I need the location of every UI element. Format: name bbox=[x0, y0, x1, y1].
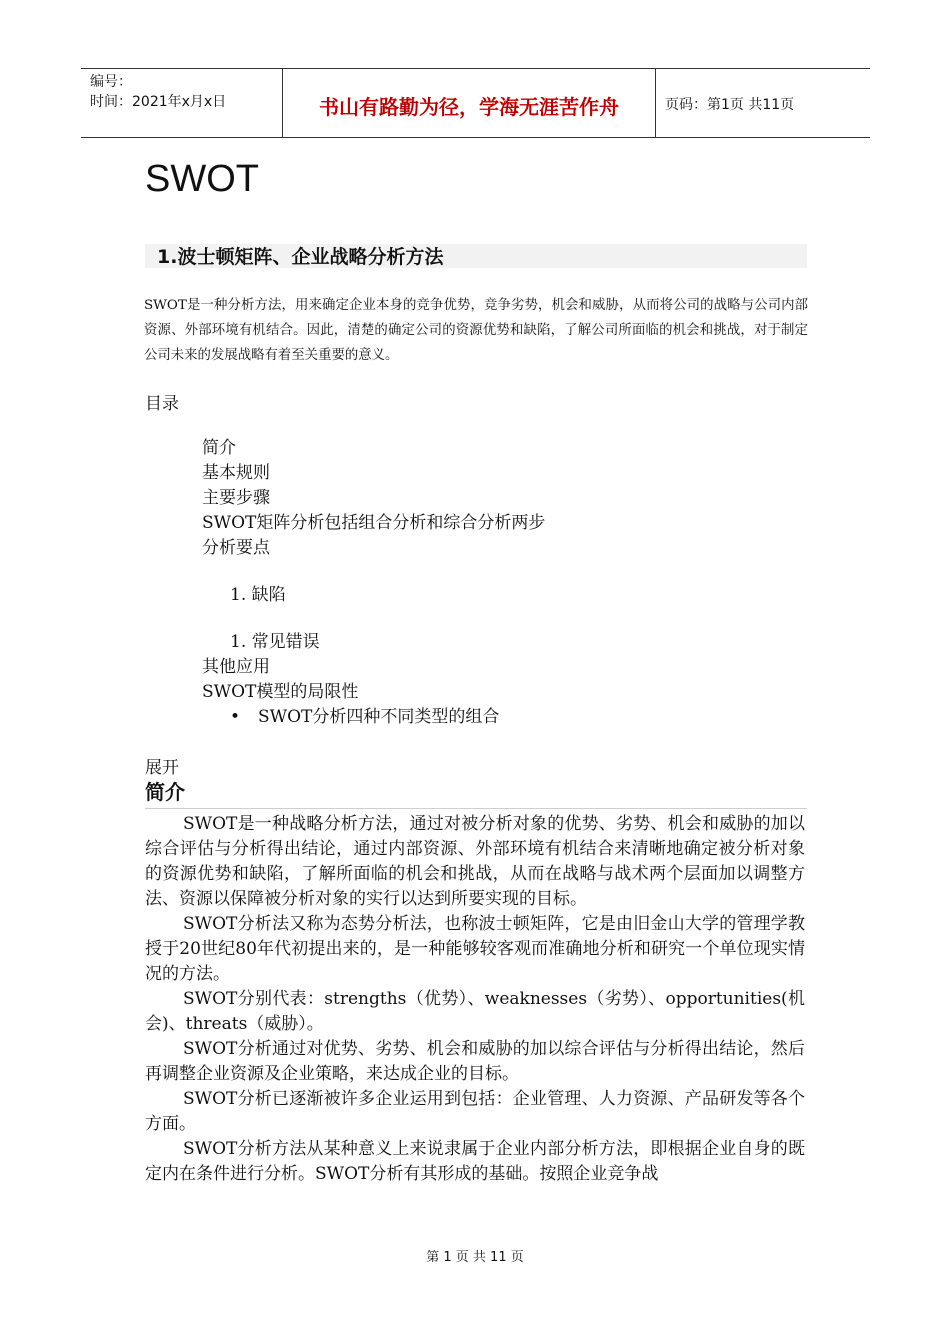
toc-list-2 bbox=[202, 655, 358, 705]
body-paragraph: SWOT分析已逐渐被许多企业运用到包括：企业管理、人力资源、产品研发等各个方面。 bbox=[145, 1089, 805, 1134]
header-meta-cell bbox=[81, 69, 283, 137]
time-label: 时间：2021年x月x日 bbox=[90, 94, 227, 110]
document-title: SWOT bbox=[145, 158, 259, 200]
bullet-icon: • bbox=[230, 707, 241, 727]
toc-item[interactable]: 主要步骤 bbox=[202, 488, 270, 508]
toc-item[interactable]: 分析要点 bbox=[202, 538, 270, 558]
header-page-cell bbox=[656, 69, 870, 137]
toc-item[interactable]: SWOT模型的局限性 bbox=[202, 682, 359, 702]
header-motto-cell bbox=[283, 69, 656, 137]
toc-subitem-defects[interactable]: 1. 缺陷 bbox=[230, 585, 286, 605]
toc-item[interactable]: 基本规则 bbox=[202, 463, 270, 483]
toc-item[interactable]: 其他应用 bbox=[202, 657, 270, 677]
toc-bullet-item[interactable] bbox=[230, 705, 499, 730]
section-heading-1 bbox=[145, 244, 807, 268]
toc-item[interactable]: SWOT矩阵分析包括组合分析和综合分析两步 bbox=[202, 513, 546, 533]
body-paragraph: SWOT分析法又称为态势分析法，也称波士顿矩阵，它是由旧金山大学的管理学教授于20世纪80年代初提出来的，是一种能够较客观而准确地分析和研究一个单位现实情况的方法。 bbox=[145, 914, 805, 984]
toc-item[interactable]: 简介 bbox=[202, 438, 236, 458]
toc-bullet-text: SWOT分析四种不同类型的组合 bbox=[258, 707, 500, 727]
intro-paragraph: SWOT是一种分析方法，用来确定企业本身的竞争优势，竞争劣势，机会和威胁，从而将公司的战略与公司内部资源、外部环境有机结合。因此，清楚的确定公司的资源优势和缺陷，了解公司所面临的机会和挑战，对于制定公司未来的发展战略有着至关重要的意义。 bbox=[144, 298, 808, 363]
expand-link[interactable]: 展开 bbox=[145, 758, 179, 778]
body-paragraph: SWOT是一种战略分析方法，通过对被分析对象的优势、劣势、机会和威胁的加以综合评估与分析得出结论，通过内部资源、外部环境有机结合来清晰地确定被分析对象的资源优势和缺陷，了解所面临的机会和挑战，从而在战略与战术两个层面加以调整方法、资源以保障被分析对象的实行以达到所要实现的目标。 bbox=[145, 814, 805, 909]
section-heading-2 bbox=[145, 776, 807, 809]
toc-label: 目录 bbox=[145, 394, 179, 414]
page-number-label: 页码：第1页 共11页 bbox=[665, 97, 795, 113]
toc-subitem-errors[interactable]: 1. 常见错误 bbox=[230, 632, 320, 652]
toc-list bbox=[202, 436, 545, 561]
section-heading-1-text: 1.波士顿矩阵、企业战略分析方法 bbox=[157, 246, 444, 268]
page-header bbox=[81, 68, 870, 138]
section-heading-2-text: 简介 bbox=[145, 780, 185, 804]
body-paragraph: SWOT分析通过对优势、劣势、机会和威胁的加以综合评估与分析得出结论，然后再调整企业资源及企业策略，来达成企业的目标。 bbox=[145, 1039, 805, 1084]
motto: 书山有路勤为径，学海无涯苦作舟 bbox=[319, 95, 619, 119]
body-paragraph: SWOT分别代表：strengths（优势）、weaknesses（劣势）、opportunities(机会)、threats（威胁）。 bbox=[145, 989, 805, 1034]
body-paragraph: SWOT分析方法从某种意义上来说隶属于企业内部分析方法，即根据企业自身的既定内在条件进行分析。SWOT分析有其形成的基础。按照企业竞争战 bbox=[145, 1139, 805, 1184]
page-footer: 第 1 页 共 11 页 bbox=[426, 1250, 524, 1265]
number-label: 编号： bbox=[90, 74, 132, 90]
intro-body bbox=[145, 812, 805, 1187]
